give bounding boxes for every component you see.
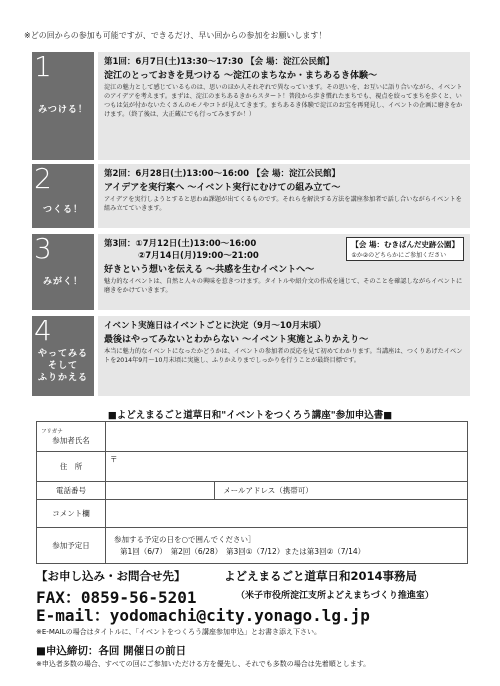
email-field[interactable] <box>321 482 468 500</box>
venue-label: 【会 場：むきばんだ史跡公園】 <box>351 240 459 249</box>
session-verb: つくる！ <box>42 205 83 215</box>
session-3 <box>32 234 470 310</box>
deadline-note: ※申込者多数の場合、すべての回にご参加いただける方を優先し、それでも多数の場合は先着順とします。 <box>36 660 371 668</box>
session-number: 4 <box>34 314 52 347</box>
session-title: アイデアを実行案へ 〜イベント実行にむけての組み立て〜 <box>104 183 341 193</box>
contact-organization: よどえまるごと道草日和2014事務局 <box>224 569 418 583</box>
session-date-alt: ②7月14日(月)19:00〜21:00 <box>138 251 259 261</box>
furigana-label: フリガナ <box>41 429 63 435</box>
venue-note: ①か②のどちらかにご参加ください <box>351 252 447 259</box>
session-number-box <box>32 316 94 396</box>
session-verb-1: やってみる <box>37 349 88 359</box>
schedule-instruction: 参加する予定の日を○で囲んでください］ <box>114 534 256 544</box>
deadline: ■申込締切：各回 開催日の前日 <box>36 645 187 657</box>
session-description: アイデアを実行しようとすると思わぬ課題が出てくるものです。それらを解決する方法を講座参加者で話し合いながらイベントを組み立てていきます。 <box>104 196 462 212</box>
venue-box <box>346 237 464 261</box>
session-number: 3 <box>34 232 52 265</box>
email-note: ※E-MAILの場合はタイトルに、「イベントをつくろう講座参加申込」とお書き添え下さい。 <box>36 628 321 636</box>
session-description: 本当に魅力的なイベントになったかどうかは、イベントの参加者の反応を見て初めてわかります。当講座は、つくりあげたイベントを2014年9月〜10月末頃に実施し、ふりかえりまでしっかりを行うことが最終目標です。 <box>104 348 463 364</box>
comment-label: コメント欄 <box>37 500 106 528</box>
phone-label: 電話番号 <box>37 482 106 500</box>
session-description: 淀江の魅力として感じているものは、思いのほか人それぞれで異なっています。その思いを、お互いに語り合いながら、イベントのアイデアを考えます。まずは、淀江のまちあるきからスタート！普段から歩き慣れたまちでも、視点を絞ってまちを歩くと、いつもは気が付かないたくさんのモノやコトが見えてきます。まちあるき体験で淀江のお宝を再発見し、イベントの企画に磨きをかけます。（終了後は、大正蔵にでも行ってみますか！） <box>104 84 463 118</box>
session-description: 魅力的なイベントは、自然と人々の興味を惹きつけます。タイトルや紹介文の作成を通じて、そのことを確認しながらイベントに磨きをかけていきます。 <box>104 278 463 294</box>
phone-field[interactable] <box>106 482 215 500</box>
address-field[interactable] <box>106 452 468 482</box>
session-4 <box>32 316 470 396</box>
office-name: （米子市役所淀江支所よどえまちづくり推進室） <box>236 591 434 601</box>
email-label: メールアドレス（携帯可） <box>215 482 322 500</box>
address-label: 住 所 <box>37 452 106 482</box>
session-number: 1 <box>34 50 52 83</box>
session-number: 2 <box>34 162 52 195</box>
form-title: ■よどえまるごと道草日和"イベントをつくろう講座"参加申込書■ <box>107 410 393 421</box>
session-title: 好きという想いを伝える 〜共感を生むイベントへ〜 <box>104 265 315 275</box>
session-verb-3: ふりかえる <box>37 373 88 383</box>
session-content <box>98 316 470 396</box>
session-date: イベント実施日はイベントごとに決定（9月〜10月末頃） <box>104 321 326 331</box>
session-date: 第3回：①7月12日(土)13:00〜16:00 <box>104 239 257 249</box>
session-number-box <box>32 234 94 310</box>
session-date: 第1回：6月7日(土)13:30〜17:30 【会 場：淀江公民館】 <box>104 57 335 67</box>
contact-heading: 【お申し込み・お問合せ先】 <box>36 569 186 583</box>
application-form <box>36 421 468 564</box>
comment-field[interactable] <box>106 500 468 528</box>
session-number-box <box>32 164 94 228</box>
name-field[interactable] <box>106 422 468 452</box>
session-verb: みがく！ <box>42 277 83 287</box>
name-label: 参加者氏名 <box>52 436 90 445</box>
session-number-box <box>32 52 94 160</box>
schedule-field[interactable] <box>106 528 468 564</box>
session-verb: みつける！ <box>38 105 88 115</box>
schedule-options: 第1回（6/7） 第2回（6/28） 第3回①（7/12）または第3回②（7/14） <box>120 546 366 556</box>
session-content <box>98 164 470 228</box>
postal-mark: 〒 <box>110 455 118 464</box>
name-label-cell <box>37 422 106 452</box>
session-content <box>98 52 470 160</box>
email-address[interactable]: E-mail：yodomachi@city.yonago.lg.jp <box>36 606 370 625</box>
session-title: 最後はやってみないとわからない 〜イベント実施とふりかえり〜 <box>104 335 369 345</box>
schedule-label: 参加予定日 <box>37 528 106 564</box>
fax-number: FAX：0859-56-5201 <box>36 588 197 607</box>
session-2 <box>32 164 470 228</box>
session-1 <box>32 52 470 160</box>
session-date: 第2回：6月28日(土)13:00〜16:00 【会 場：淀江公民館】 <box>104 169 340 179</box>
session-content <box>98 234 470 310</box>
session-title: 淀江のとっておきを見つける 〜淀江のまちなか・まちあるき体験〜 <box>104 71 377 81</box>
notice-text: ※どの回からの参加も可能ですが、できるだけ、早い回からの参加をお願いします！ <box>24 31 327 40</box>
session-verb-2: そして <box>47 361 78 371</box>
